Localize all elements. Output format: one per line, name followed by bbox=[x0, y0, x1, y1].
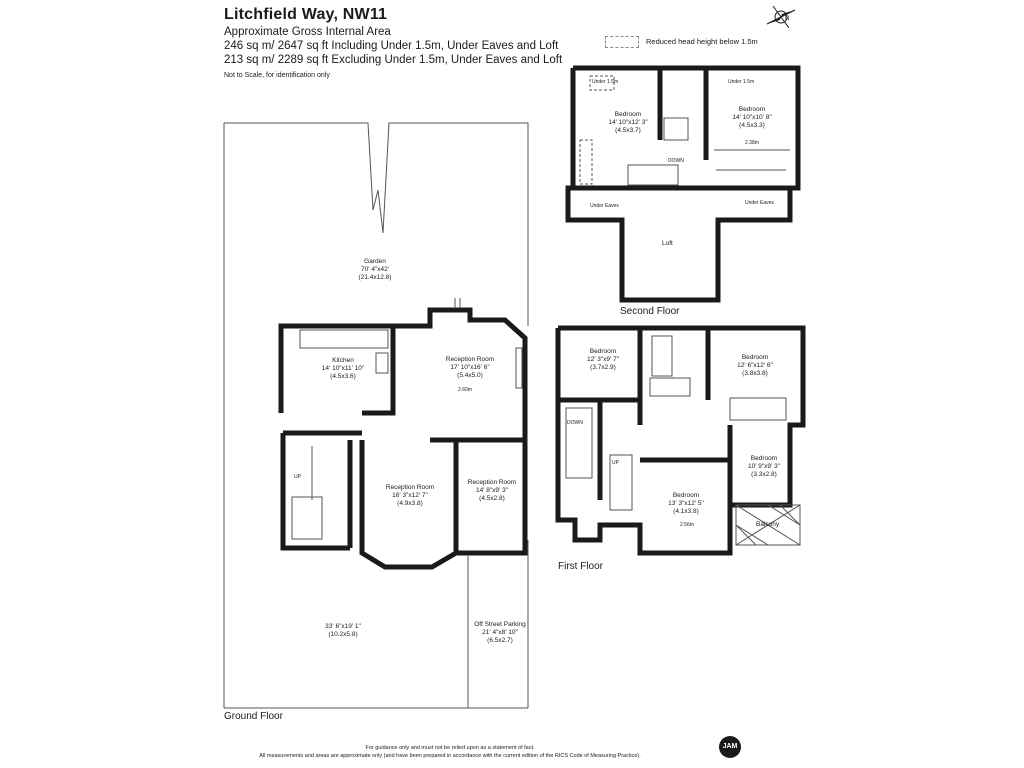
first-floor-label: First Floor bbox=[558, 561, 603, 572]
second-floor-walls bbox=[568, 68, 798, 300]
room-garden: Garden 70' 4"x42' (21.4x12.8) bbox=[358, 258, 392, 281]
room-bedroom-first-1: Bedroom 12' 3"x9' 7" (3.7x2.9) bbox=[586, 348, 620, 371]
area-heading: Approximate Gross Internal Area bbox=[224, 26, 391, 38]
room-reception-side: Reception Room 14' 8"x9' 3" (4.5x2.8) bbox=[467, 479, 517, 502]
stairs-up-first: UP bbox=[612, 460, 619, 466]
under-eaves-left: Under Eaves bbox=[590, 203, 619, 209]
under-eaves-right: Under Eaves bbox=[745, 200, 774, 206]
footer-disclaimer-2: All measurements and areas are approximate only (and have been prepared in accordance with the current edition of the RICS Code of Measuring Practice). bbox=[259, 753, 641, 759]
room-kitchen: Kitchen 14' 10"x11' 10" (4.5x3.6) bbox=[321, 357, 365, 380]
ground-floor-label: Ground Floor bbox=[224, 711, 283, 722]
area-off-street-parking: Off Street Parking 21' 4"x8' 10" (6.5x2.7) bbox=[474, 621, 526, 644]
stairs-down-second: DOWN bbox=[668, 158, 684, 164]
under-height-label-1: Under 1.5m bbox=[592, 79, 619, 85]
ground-floor-walls bbox=[281, 310, 525, 567]
scale-note: Not to Scale, for identification only bbox=[224, 72, 330, 79]
room-bedroom-first-4: Bedroom 13' 3"x12' 5" (4.1x3.8) bbox=[668, 492, 704, 515]
room-bedroom-second-1: Bedroom 14' 10"x12' 3" (4.5x3.7) bbox=[608, 111, 648, 134]
stairs-up-ground: UP bbox=[294, 474, 301, 480]
stairs-down-first: DOWN bbox=[567, 420, 583, 426]
compass-north-label: N bbox=[785, 16, 790, 22]
ceiling-height-first: 2.56m bbox=[680, 522, 694, 528]
under-height-label-2: Under 1.5m bbox=[728, 79, 755, 85]
balcony-label: Balcony bbox=[756, 521, 780, 528]
ceiling-height-second: 2.38m bbox=[745, 140, 759, 146]
area-excluding: 213 sq m/ 2289 sq ft Excluding Under 1.5m, Under Eaves and Loft bbox=[224, 54, 563, 66]
ceiling-height-ground: 2.60m bbox=[458, 387, 472, 393]
area-including: 246 sq m/ 2647 sq ft Including Under 1.5m, Under Eaves and Loft bbox=[224, 40, 559, 52]
reduced-height-legend: Reduced head height below 1.5m bbox=[646, 37, 758, 46]
area-front-garden: 33' 6"x19' 1" (10.2x5.8) bbox=[325, 623, 361, 638]
loft-label: Loft bbox=[662, 240, 673, 247]
footer-disclaimer-1: For guidance only and must not be relied upon as a statement of fact. bbox=[365, 745, 535, 751]
room-bedroom-first-2: Bedroom 12' 6"x12' 6" (3.8x3.8) bbox=[737, 354, 773, 377]
entrance-label: IN bbox=[334, 546, 340, 552]
room-bedroom-second-2: Bedroom 14' 10"x10' 8" (4.5x3.3) bbox=[732, 106, 772, 129]
room-reception-main: Reception Room 17' 10"x16' 6" (5.4x5.0) bbox=[445, 356, 495, 379]
second-floor-label: Second Floor bbox=[620, 306, 680, 317]
plan-title: Litchfield Way, NW11 bbox=[224, 6, 388, 23]
jam-logo: JAM bbox=[719, 736, 741, 758]
room-reception-front: Reception Room 16' 3"x12' 7" (4.9x3.8) bbox=[385, 484, 435, 507]
room-bedroom-first-3: Bedroom 10' 9"x9' 3" (3.3x2.8) bbox=[747, 455, 781, 478]
